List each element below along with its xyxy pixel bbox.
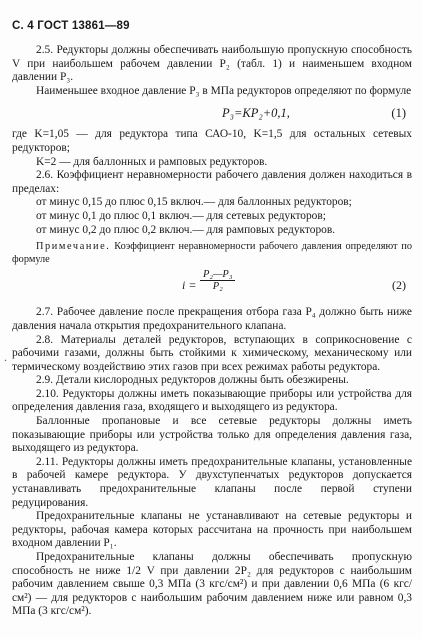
paragraph-2-5: 2.5. Редукторы должны обеспечивать наибольшую пропускную способность V при наибольшем рабочем давлении P₂ (табл. 1) и наименьшем входном давлении P₃. xyxy=(12,44,412,84)
formula-2-numerator: P₂—P₃ xyxy=(200,269,235,281)
formula-1 xyxy=(12,98,412,128)
paragraph-2-7: 2.7. Рабочее давление после прекращения отбора газа P₄ должно быть ниже давления начала открытия предохранительного клапана. xyxy=(12,306,412,332)
paragraph-2-10b: Баллонные пропановые и все сетевые редукторы должны иметь показывающие приборы или устройства только для определения давления газа, выходящего из редуктора. xyxy=(12,415,412,455)
formula-2-lhs: i = xyxy=(182,278,197,293)
formula-2-denominator: P₂ xyxy=(212,281,223,293)
where-line-1: где K=1,05 — для редуктора типа САО-10, K=1,5 для остальных сетевых редукторов; xyxy=(12,128,412,154)
formula-1-expression: P₃=KP₂+0,1, xyxy=(222,106,290,121)
range-item: от минус 0,15 до плюс 0,15 включ.— для баллонных редукторов; xyxy=(36,196,352,209)
paragraph-2-8: 2.8. Материалы деталей редукторов, вступающих в соприкосновение с рабочими газами, должны быть стойкими к химическому, механическому или термическому воздействию этих газов при всех режимах работы редуктора. xyxy=(12,333,412,373)
paragraph-2-9: 2.9. Детали кислородных редукторов должны быть обезжирены. xyxy=(36,374,349,387)
paragraph-2-11b: Предохранительные клапаны не устанавливают на сетевые редукторы и редукторы, рабочая камера которых рассчитана на прочность при наибольшем входном давлении P₁. xyxy=(12,510,412,550)
ranges-list xyxy=(12,196,412,237)
formula-1-number: (1) xyxy=(391,106,406,121)
margin-mark: . xyxy=(4,350,7,364)
paragraph-2-11c: Предохранительные клапаны должны обеспечивать пропускную способность не ниже 1/2 V при давлении 2P₂ для редукторов с наибольшим рабочим давлением свыше 0,3 МПа (3 кгс/см²) и при давлении 0,6 МПа (6 кгс/см²) — для редукторов с наибольшим рабочим давлением ниже или равном 0,3 МПа (3 кгс/см²). xyxy=(12,551,412,618)
range-item: от минус 0,1 до плюс 0,1 включ.— для сетевых редукторов; xyxy=(36,209,326,222)
formula-2-fraction xyxy=(200,269,235,292)
paragraph-min-pressure: Наименьшее входное давление P₃ в МПа редукторов определяют по формуле xyxy=(36,84,412,97)
note xyxy=(12,241,412,266)
where-line-2: K=2 — для баллонных и рамповых редукторов. xyxy=(36,155,268,168)
paragraph-2-6: 2.6. Коэффициент неравномерности рабочего давления должен находиться в пределах: xyxy=(12,169,412,195)
page-header: С. 4 ГОСТ 13861—89 xyxy=(12,20,130,32)
formula-2-number: (2) xyxy=(392,278,406,293)
range-item: от минус 0,2 до плюс 0,2 включ.— для рамповых редукторов. xyxy=(36,223,336,236)
formula-2 xyxy=(12,266,412,306)
paragraph-2-11: 2.11. Редукторы должны иметь предохранительные клапаны, установленные в рабочей камере редуктора. У двухступенчатых редукторов допускается устанавливать предохранительные клапаны после первой ступени редуцирования. xyxy=(12,455,412,509)
document-body xyxy=(12,44,412,619)
note-label: Примечание. xyxy=(36,241,111,253)
note-text: Коэффициент неравномерности рабочего давления определяют по формуле xyxy=(12,241,412,265)
paragraph-2-10: 2.10. Редукторы должны иметь показывающие приборы или устройства для определения давления газа, входящего и выходящего из редуктора. xyxy=(12,387,412,414)
